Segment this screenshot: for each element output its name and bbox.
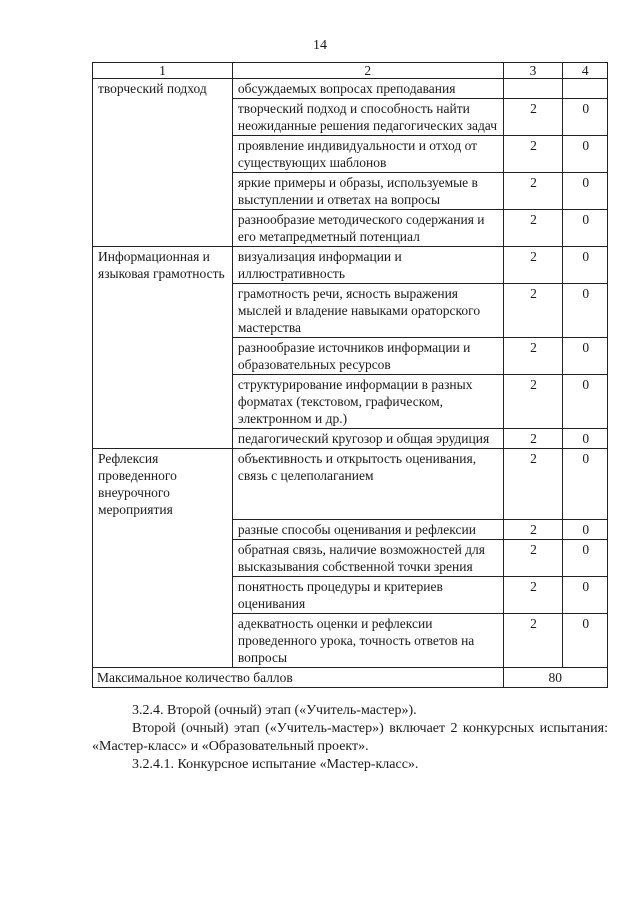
score-max: 2: [503, 173, 563, 210]
score-max: 2: [503, 429, 563, 449]
criterion-group-title: Рефлексия проведенного внеурочного мероприятия: [93, 449, 233, 520]
criterion-group-cell: [93, 375, 233, 429]
criterion-group-title: творческий подход: [93, 79, 233, 99]
table-row: [93, 210, 608, 247]
header-cell: 4: [563, 63, 608, 79]
score-max: 2: [503, 247, 563, 284]
table-row: [93, 338, 608, 375]
indicator-text: проявление индивидуальности и отход от существующих шаблонов: [232, 136, 503, 173]
subsection-heading: 3.2.4.1. Конкурсное испытание «Мастер-класс».: [132, 757, 419, 772]
indicator-text: яркие примеры и образы, используемые в выступлении и ответах на вопросы: [232, 173, 503, 210]
indicator-text: структурирование информации в разных форматах (текстовом, графическом, электронном и др.): [232, 375, 503, 429]
table-row: [93, 540, 608, 577]
header-cell: 3: [503, 63, 563, 79]
indicator-text: разнообразие источников информации и образовательных ресурсов: [232, 338, 503, 375]
table-row: [93, 520, 608, 540]
criterion-group-cell: [93, 614, 233, 668]
paragraph: Второй (очный) этап («Учитель-мастер») включает 2 конкурсных испытания: «Мастер-класс» и «Образовательный проект».: [92, 721, 608, 754]
table-row: [93, 79, 608, 99]
total-value: 80: [503, 668, 607, 688]
criteria-table: [92, 62, 608, 688]
table-row: [93, 449, 608, 520]
criterion-group-cell: [93, 99, 233, 136]
table-row: [93, 614, 608, 668]
score-min: 0: [563, 520, 608, 540]
score-max: 2: [503, 520, 563, 540]
total-row: [93, 668, 608, 688]
table-row: [93, 284, 608, 338]
table-row: [93, 375, 608, 429]
score-max: 2: [503, 99, 563, 136]
score-max: 2: [503, 284, 563, 338]
body-text: [92, 702, 608, 774]
indicator-text: обсуждаемых вопросах преподавания: [232, 79, 503, 99]
score-max: 2: [503, 449, 563, 520]
indicator-text: разнообразие методического содержания и его метапредметный потенциал: [232, 210, 503, 247]
score-max: 2: [503, 577, 563, 614]
criterion-group-cell: [93, 520, 233, 540]
page-number: 14: [313, 38, 327, 53]
indicator-text: объективность и открытость оценивания, связь с целеполаганием: [232, 449, 503, 520]
table-row: [93, 173, 608, 210]
score-min: 0: [563, 375, 608, 429]
score-min: [563, 79, 608, 99]
header-cell: 1: [93, 63, 233, 79]
score-min: 0: [563, 99, 608, 136]
indicator-text: грамотность речи, ясность выражения мыслей и владение навыками ораторского мастерства: [232, 284, 503, 338]
score-max: 2: [503, 338, 563, 375]
score-max: [503, 79, 563, 99]
score-min: 0: [563, 338, 608, 375]
criterion-group-cell: [93, 577, 233, 614]
score-min: 0: [563, 449, 608, 520]
criterion-group-cell: [93, 210, 233, 247]
score-min: 0: [563, 173, 608, 210]
table-row: [93, 429, 608, 449]
score-min: 0: [563, 614, 608, 668]
header-cell: 2: [232, 63, 503, 79]
score-min: 0: [563, 284, 608, 338]
criterion-group-cell: [93, 540, 233, 577]
criterion-group-cell: [93, 173, 233, 210]
indicator-text: педагогический кругозор и общая эрудиция: [232, 429, 503, 449]
indicator-text: творческий подход и способность найти неожиданные решения педагогических задач: [232, 99, 503, 136]
criterion-group-cell: [93, 429, 233, 449]
score-min: 0: [563, 247, 608, 284]
score-max: 2: [503, 375, 563, 429]
table-row: [93, 136, 608, 173]
score-min: 0: [563, 136, 608, 173]
table-row: [93, 247, 608, 284]
indicator-text: разные способы оценивания и рефлексии: [232, 520, 503, 540]
score-min: 0: [563, 577, 608, 614]
indicator-text: обратная связь, наличие возможностей для высказывания собственной точки зрения: [232, 540, 503, 577]
total-label: Максимальное количество баллов: [93, 668, 504, 688]
criterion-group-cell: [93, 338, 233, 375]
score-min: 0: [563, 540, 608, 577]
score-min: 0: [563, 210, 608, 247]
section-heading: 3.2.4. Второй (очный) этап («Учитель-мастер»).: [132, 703, 417, 718]
score-max: 2: [503, 540, 563, 577]
table-row: [93, 577, 608, 614]
score-max: 2: [503, 210, 563, 247]
indicator-text: понятность процедуры и критериев оценивания: [232, 577, 503, 614]
score-min: 0: [563, 429, 608, 449]
criterion-group-cell: [93, 136, 233, 173]
table-row: [93, 99, 608, 136]
criterion-group-title: Информационная и языковая грамотность: [93, 247, 233, 284]
criterion-group-cell: [93, 284, 233, 338]
indicator-text: визуализация информации и иллюстративность: [232, 247, 503, 284]
indicator-text: адекватность оценки и рефлексии проведенного урока, точность ответов на вопросы: [232, 614, 503, 668]
table-header-row: [93, 63, 608, 79]
score-max: 2: [503, 614, 563, 668]
score-max: 2: [503, 136, 563, 173]
